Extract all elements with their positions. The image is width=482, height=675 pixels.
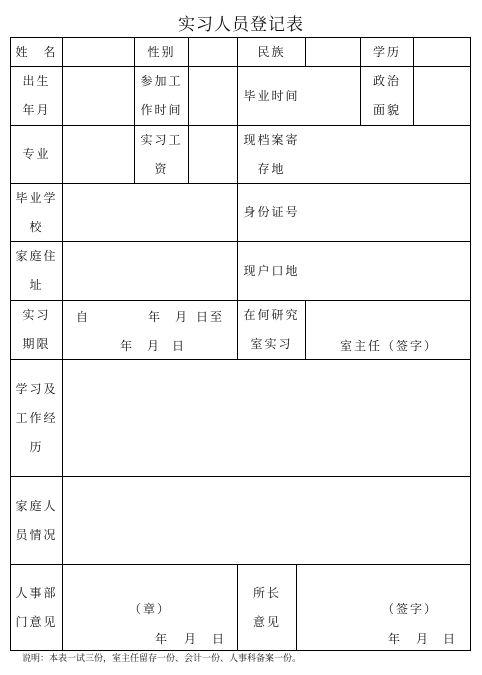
grid-line — [305, 37, 306, 66]
work-start-label: 参加工 作时间 — [140, 74, 183, 117]
school-label: 毕业学 校 — [15, 190, 58, 234]
form-note: 说明：本表一试三份，室主任留存一份、会计一份、人事科备案一份。 — [22, 654, 302, 664]
hr-month: 月 — [184, 632, 199, 646]
grid-line — [10, 359, 470, 360]
id-number-label: 身份证号 — [243, 205, 300, 219]
gender-label: 性别 — [147, 44, 176, 59]
lab-label: 在何研究 室实习 — [243, 308, 300, 351]
period-day-2: 日 — [172, 339, 187, 353]
internship-period-label: 实习 期限 — [22, 308, 51, 351]
period-month-1: 月 — [175, 310, 190, 324]
hukou-label: 现户口地 — [243, 263, 300, 278]
name-label: 姓 名 — [15, 44, 58, 59]
director-signature-label: 室主任（签字） — [340, 339, 439, 353]
ethnicity-label: 民族 — [257, 44, 286, 59]
period-year-1: 年 — [148, 310, 163, 324]
major-label: 专业 — [22, 147, 51, 161]
period-month-2: 月 — [147, 339, 162, 353]
period-day-to: 日至 — [196, 310, 225, 324]
political-status-label: 政治 面貌 — [372, 74, 401, 117]
grid-line — [10, 476, 470, 477]
period-from: 自 — [76, 310, 91, 324]
salary-label: 实习工 资 — [140, 132, 183, 176]
hr-seal: （章） — [129, 602, 172, 616]
hr-day: 日 — [212, 632, 227, 646]
family-label: 家庭人 员情况 — [15, 498, 58, 542]
hr-opinion-label: 人事部 门意见 — [15, 585, 58, 629]
director-year: 年 — [388, 632, 403, 646]
grid-line — [296, 564, 297, 651]
director-day: 日 — [443, 632, 458, 646]
archive-location-label: 现档案寄 存地 — [243, 132, 300, 176]
grid-line — [62, 37, 63, 651]
graduation-time-label: 毕业时间 — [243, 88, 300, 103]
grid-line — [413, 37, 414, 125]
director-opinion-label: 所长 意见 — [252, 585, 281, 629]
home-address-label: 家庭住 址 — [15, 249, 58, 292]
hr-year: 年 — [155, 632, 170, 646]
education-label: 学历 — [372, 44, 401, 59]
director-signature: （签字） — [382, 602, 439, 616]
grid-line — [188, 37, 189, 183]
birth-date-label: 出生 年月 — [22, 74, 51, 117]
grid-line — [470, 37, 471, 651]
history-label: 学习及 工作经 历 — [15, 381, 58, 454]
director-month: 月 — [416, 632, 431, 646]
period-year-2: 年 — [120, 339, 135, 353]
form-title: 实习人员登记表 — [178, 15, 304, 35]
grid-line — [305, 300, 306, 359]
